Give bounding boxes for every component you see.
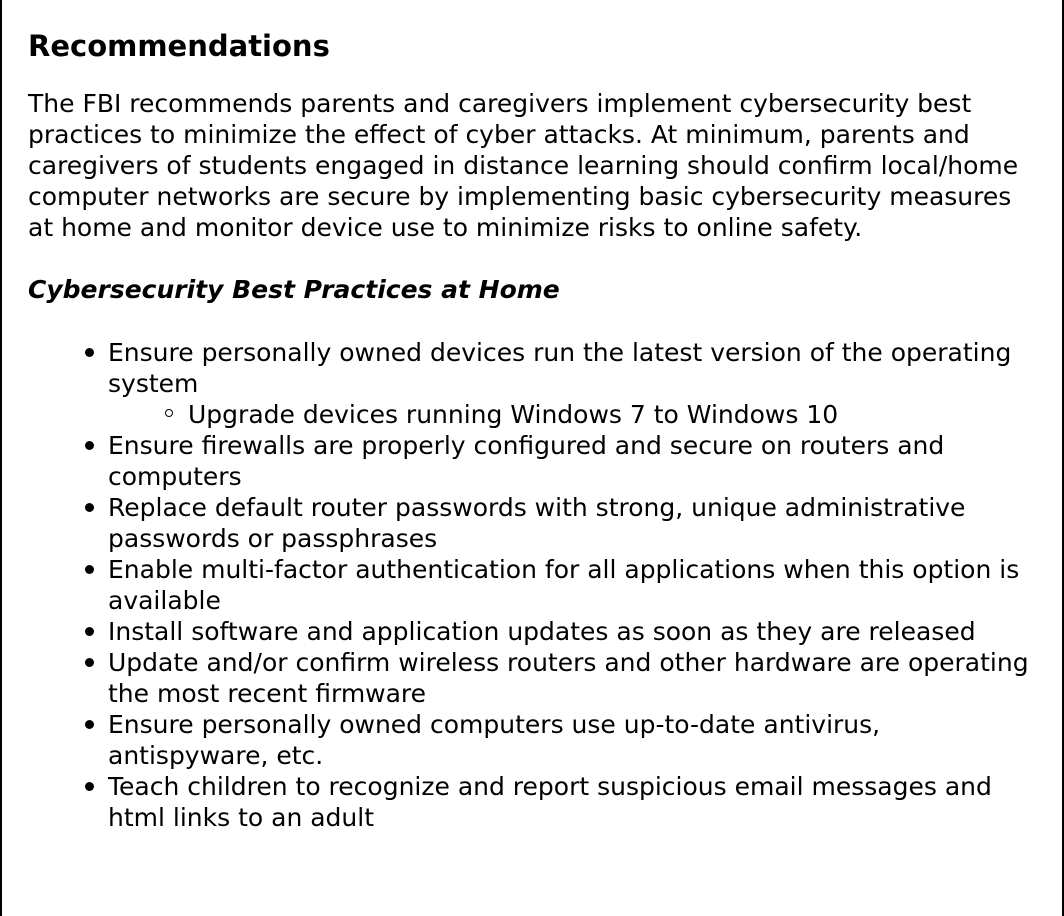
list-item	[108, 492, 1040, 554]
list-item-text: Replace default router passwords with strong, unique administrative passwords or passphrases	[108, 493, 966, 553]
sub-list-item	[188, 399, 1040, 430]
list-item	[108, 709, 1040, 771]
sub-list	[108, 399, 1040, 430]
list-item-text: Install software and application updates as soon as they are released	[108, 617, 976, 646]
list-item	[108, 337, 1040, 430]
list-item-text: Ensure firewalls are properly configured and secure on routers and computers	[108, 431, 945, 491]
intro-paragraph: The FBI recommends parents and caregivers implement cybersecurity best practices to minimize the effect of cyber attacks. At minimum, parents and caregivers of students engaged in distance learning should confirm local/home computer networks are secure by implementing basic cybersecurity measures at home and monitor device use to minimize risks to online safety.	[28, 89, 1019, 242]
best-practices-list	[28, 337, 1040, 833]
sub-list-item-text: Upgrade devices running Windows 7 to Windows 10	[188, 400, 839, 429]
list-item	[108, 647, 1040, 709]
list-item-text: Enable multi-factor authentication for all applications when this option is available	[108, 555, 1020, 615]
list-item-text: Ensure personally owned devices run the latest version of the operating system	[108, 338, 1012, 398]
section-heading: Recommendations	[28, 29, 330, 63]
list-item-text: Teach children to recognize and report suspicious email messages and html links to an adult	[108, 772, 992, 832]
list-item-text: Ensure personally owned computers use up-to-date antivirus, antispyware, etc.	[108, 710, 881, 770]
list-item-text: Update and/or confirm wireless routers and other hardware are operating the most recent firmware	[108, 648, 1029, 708]
list-item	[108, 616, 1040, 647]
best-practices-subheading: Cybersecurity Best Practices at Home	[28, 275, 560, 304]
list-item	[108, 771, 1040, 833]
list-item	[108, 430, 1040, 492]
list-item	[108, 554, 1040, 616]
